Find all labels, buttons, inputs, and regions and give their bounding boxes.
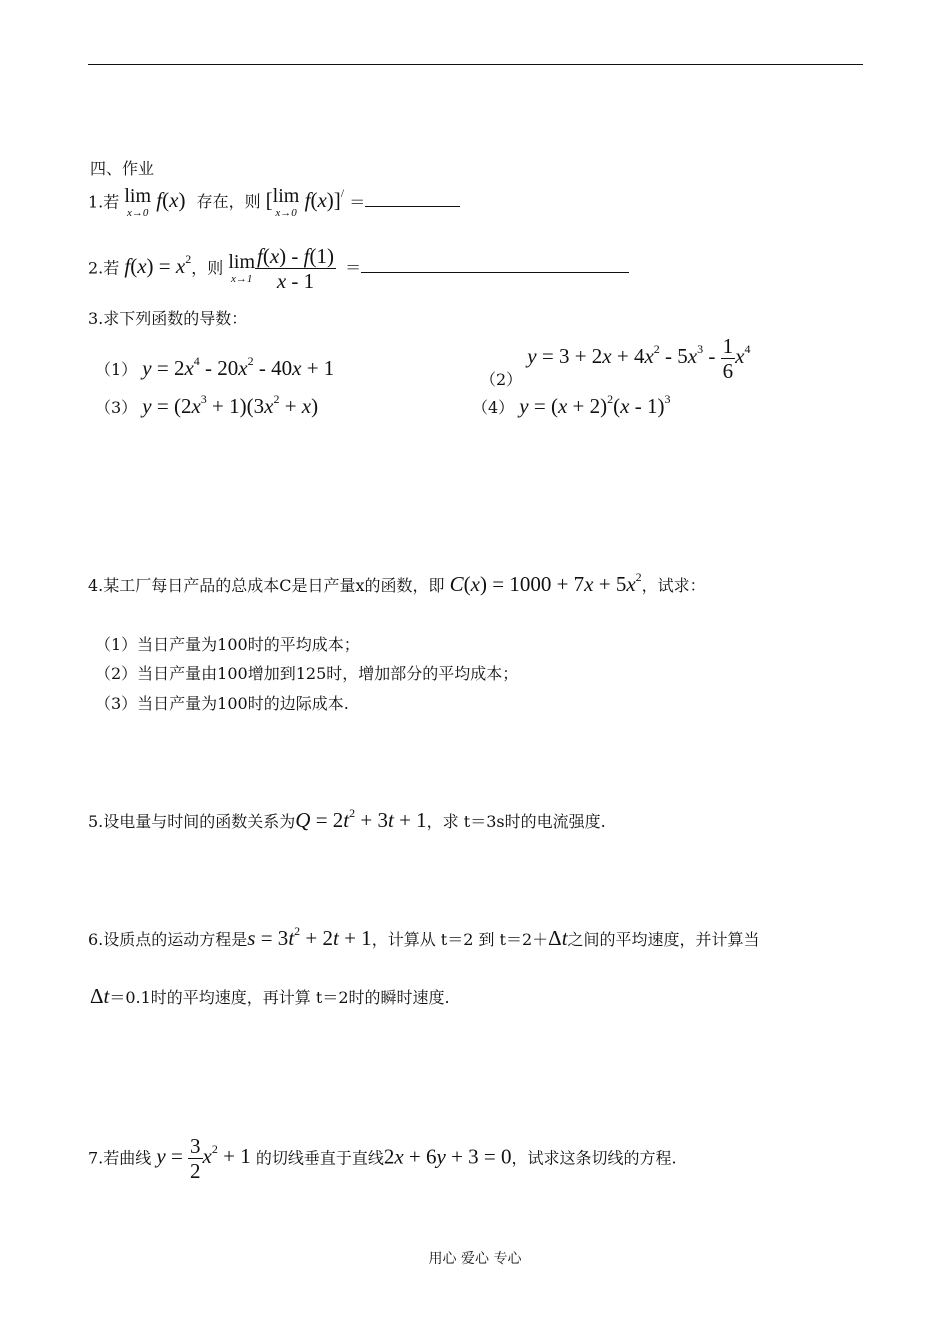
q4-text: 4.某工厂每日产品的总成本C是日产量x的函数，即 — [88, 576, 445, 595]
q2-number: 2. — [88, 258, 104, 278]
q2-limit-expr: lim x→1 $\frac{f(x) - f(1)}{x - 1}$ — [228, 244, 335, 294]
question-7 — [88, 1134, 677, 1183]
q2-answer-blank — [361, 272, 629, 273]
q1-mid: 存在，则 — [196, 192, 261, 212]
header-rule — [88, 64, 863, 65]
q3-expr-2: $y = 3 + 2x + 4x^2 - 5x^3$ - $\frac{1}{6}$ $x^4$ — [527, 334, 751, 384]
q6-delta-t-1: Δt — [548, 926, 568, 950]
q2-pre: 若 — [103, 258, 120, 278]
q1-pre: 若 — [103, 192, 120, 212]
q3-label-1: （1） — [95, 360, 138, 379]
q6-motion-expr: $s = 3t^2 + 2t + 1$ — [247, 924, 372, 950]
q1-derivative-expr: [ lim x→0 f(x)]/ — [265, 185, 345, 219]
q3-expr-4: $y = (x + 2)^2(x - 1)^3$ — [519, 392, 671, 418]
q5-tail: ，求 t＝3s时的电流强度. — [426, 812, 606, 831]
q3-item-1 — [95, 356, 334, 381]
q5-charge-expr: $Q = 2t^2 + 3t + 1$ — [295, 806, 427, 832]
q3-item-4 — [472, 394, 670, 419]
q1-number: 1. — [88, 192, 104, 212]
q6-text: 6.设质点的运动方程是 — [88, 930, 248, 949]
q3-label-3: （3） — [95, 398, 138, 417]
question-5 — [88, 808, 606, 833]
q1-limit-expr: lim x→0 f(x) — [124, 185, 186, 219]
question-3: 3.求下列函数的导数： — [88, 309, 248, 328]
q2-mid: ，则 — [191, 258, 224, 278]
question-2 — [88, 244, 629, 293]
q7-tail: ，试求这条切线的方程. — [511, 1148, 677, 1168]
question-6-line-2 — [90, 984, 450, 1009]
q3-label-4: （4） — [472, 398, 515, 417]
q3-item-2 — [480, 334, 751, 390]
q6-tail: 之间的平均速度，并计算当 — [567, 930, 760, 949]
q2-eq: ＝ — [345, 258, 362, 278]
q4-part-3: （3）当日产量为100时的边际成本. — [95, 694, 349, 713]
question-6 — [88, 926, 760, 951]
q1-answer-blank — [365, 206, 460, 207]
q4-part-2: （2）当日产量由100增加到125时，增加部分的平均成本； — [95, 664, 519, 683]
q7-line-expr: 2x + 6y + 3 = 0 — [383, 1144, 512, 1169]
q4-tail: ，试求： — [641, 576, 706, 595]
question-1 — [88, 186, 460, 219]
q3-label-2: （2） — [480, 370, 523, 390]
q3-item-3 — [95, 394, 318, 419]
q7-pre: 7.若曲线 — [88, 1148, 152, 1168]
q3-expr-1: $y = 2x^4 - 20x^2 - 40x + 1$ — [142, 354, 335, 380]
q6-delta-t-2: Δt — [90, 984, 110, 1008]
q3-expr-3: $y = (2x^3 + 1)(3x^2 + x)$ — [142, 392, 319, 418]
q6-mid: ，计算从 t＝2 到 t＝2＋ — [371, 930, 549, 949]
q4-part-1: （1）当日产量为100时的平均成本； — [95, 635, 360, 654]
q7-mid: 的切线垂直于直线 — [255, 1148, 384, 1168]
section-heading: 四、作业 — [90, 159, 155, 178]
q6-line2: ＝0.1时的平均速度，再计算 t＝2时的瞬时速度. — [109, 988, 450, 1007]
q1-eq: ＝ — [349, 192, 366, 212]
q2-function-expr: $f(x) = x^2$ — [124, 252, 192, 279]
page-footer: 用心 爱心 专心 — [428, 1251, 522, 1267]
q7-curve-expr: y = $\frac{3}{2}$ $x^2 + 1$ — [156, 1134, 251, 1184]
question-4 — [88, 572, 706, 597]
q5-text: 5.设电量与时间的函数关系为 — [88, 812, 296, 831]
q4-cost-expr: $C(x) = 1000 + 7x + 5x^2$ — [449, 570, 642, 596]
